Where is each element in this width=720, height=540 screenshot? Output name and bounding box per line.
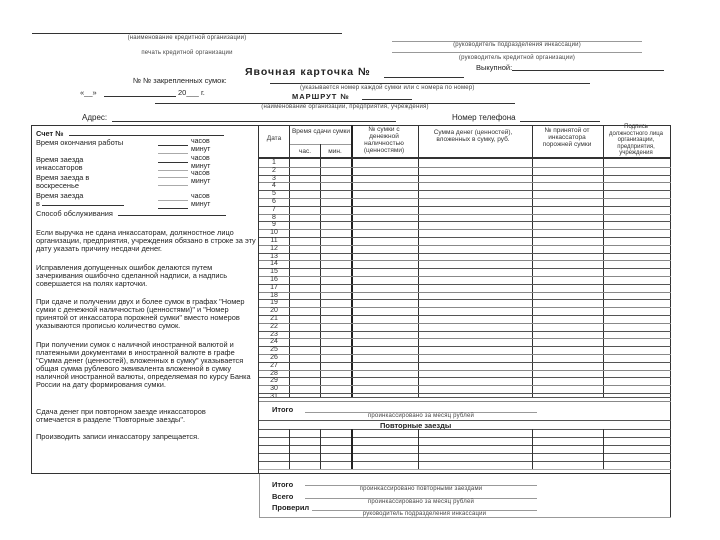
total-caption: проинкассировано за месяц рублей bbox=[367, 413, 475, 419]
day-number: 13 bbox=[270, 252, 278, 260]
day-number: 26 bbox=[270, 354, 278, 361]
repeat-total-caption: проинкассировано повторными заездами bbox=[359, 486, 483, 492]
day-number: 24 bbox=[270, 338, 278, 346]
day-number: 5 bbox=[272, 190, 276, 198]
col-header-signature: Подпись должностного лица организации, предприятия, учреждения bbox=[609, 124, 663, 156]
day-row[interactable] bbox=[259, 354, 671, 355]
work-end-time[interactable] bbox=[158, 138, 210, 154]
day-number: 6 bbox=[272, 198, 276, 205]
phone-line[interactable] bbox=[520, 121, 600, 122]
day-row[interactable] bbox=[259, 276, 671, 277]
day-number: 17 bbox=[270, 283, 278, 291]
day-row[interactable] bbox=[259, 253, 671, 254]
route-line[interactable] bbox=[362, 99, 412, 100]
client-org-caption: (наименование организации, предприятия, учреждения) bbox=[261, 104, 429, 110]
repeat-col-divider bbox=[289, 429, 290, 469]
day-row[interactable] bbox=[259, 206, 671, 207]
day-row[interactable] bbox=[259, 284, 671, 285]
day-number: 20 bbox=[270, 307, 278, 315]
day-row[interactable] bbox=[259, 182, 671, 183]
day-number: 16 bbox=[270, 276, 278, 283]
day-row[interactable] bbox=[259, 385, 671, 386]
route-label: МАРШРУТ № bbox=[292, 92, 350, 101]
day-number: 30 bbox=[270, 385, 278, 393]
note-1: Если выручка не сдана инкассаторам, должностное лицо организации, предприятия, учреждения обязано в строке за эту дату указать причину несдачи денег. bbox=[36, 228, 256, 253]
day-row[interactable] bbox=[259, 299, 671, 300]
col-header-empty-bag: № принятой от инкассатора порожней сумки bbox=[542, 127, 592, 148]
minutes-label: минут bbox=[191, 163, 211, 170]
day-row[interactable] bbox=[259, 331, 671, 332]
col-header-amount: Сумма денег (ценностей), вложенных в сумку, руб. bbox=[433, 129, 513, 143]
bags-line[interactable] bbox=[270, 83, 590, 84]
org-name-line[interactable] bbox=[32, 33, 342, 34]
col-header-bag-number: № сумки с денежной наличностью (ценностями) bbox=[363, 126, 405, 154]
day-row[interactable] bbox=[259, 315, 671, 316]
hours-label: часов bbox=[191, 138, 210, 145]
day-row[interactable] bbox=[259, 338, 671, 339]
header-bottom-rule bbox=[259, 157, 671, 159]
day-row[interactable] bbox=[259, 167, 671, 168]
date-year: 20___ г. bbox=[178, 88, 205, 97]
arrival-in-line[interactable] bbox=[42, 205, 124, 206]
note-4: При получении сумок с наличной иностранной валютой и платежными документами в иностранной валюте в графе "Сумма денег (ценностей), вложенных в сумку" указывается общая сумма рублевого эквивалента вложенной в сумку наличной иностранной валюты, определяемая по курсу Банка России на дату формирования сумки. bbox=[36, 340, 251, 389]
org-stamp-caption: печать кредитной организации bbox=[141, 50, 233, 56]
arrival-in-time[interactable] bbox=[158, 193, 210, 209]
grand-total-label: Всего bbox=[272, 492, 294, 501]
service-method-line[interactable] bbox=[118, 215, 226, 216]
day-row[interactable] bbox=[259, 323, 671, 324]
day-number: 2 bbox=[272, 166, 276, 174]
repeat-section-title: Повторные заезды bbox=[380, 421, 452, 430]
arrival-in-label: Время заезда в bbox=[36, 192, 156, 208]
sunday-arrival-label: Время заезда в воскресенье bbox=[36, 173, 90, 190]
day-number: 11 bbox=[270, 237, 278, 244]
checked-caption: руководитель подразделения инкассации bbox=[362, 511, 487, 517]
day-row[interactable] bbox=[259, 377, 671, 378]
minutes-label: минут bbox=[191, 201, 211, 208]
day-row[interactable] bbox=[259, 362, 671, 363]
note-2: Исправления допущенных ошибок делаются путем зачеркивания ошибочно сделанной надписи, а надпись совершается на полях карточки. bbox=[36, 263, 228, 288]
day-row[interactable] bbox=[259, 370, 671, 371]
footer-right-edge bbox=[670, 474, 671, 517]
checked-label: Проверил bbox=[272, 503, 310, 512]
day-number: 25 bbox=[270, 346, 278, 354]
day-number: 10 bbox=[270, 229, 278, 237]
day-row[interactable] bbox=[259, 198, 671, 199]
head-org-caption: (руководитель кредитной организации) bbox=[458, 55, 576, 61]
day-number: 18 bbox=[270, 291, 278, 299]
day-row[interactable] bbox=[259, 175, 671, 176]
issued-line[interactable] bbox=[512, 70, 664, 71]
repeat-col-divider bbox=[532, 429, 533, 469]
date-month-line[interactable] bbox=[104, 96, 176, 97]
col-header-time: Время сдачи сумки bbox=[291, 128, 351, 135]
left-panel bbox=[31, 125, 259, 474]
day-number: 28 bbox=[270, 369, 278, 377]
note-6: Производить записи инкассатору запрещается. bbox=[36, 432, 200, 441]
minutes-label: минут bbox=[191, 146, 211, 153]
day-number: 27 bbox=[270, 361, 278, 369]
phone-label: Номер телефона bbox=[452, 113, 516, 122]
day-row[interactable] bbox=[259, 245, 671, 246]
day-number: 1 bbox=[272, 159, 276, 166]
service-method-label: Способ обслуживания bbox=[36, 209, 113, 218]
grand-total-caption: проинкассировано за месяц рублей bbox=[367, 499, 475, 505]
bags-caption: (указывается номер каждой сумки или с номера по номер) bbox=[300, 85, 475, 91]
day-row[interactable] bbox=[259, 190, 671, 191]
day-row[interactable] bbox=[259, 229, 671, 230]
card-title: Явочная карточка № bbox=[245, 66, 371, 78]
repeat-title-top bbox=[259, 420, 671, 421]
repeat-total-label: Итого bbox=[272, 480, 294, 489]
day-row[interactable] bbox=[259, 401, 671, 402]
day-number: 12 bbox=[270, 244, 278, 252]
day-number: 31 bbox=[270, 393, 278, 400]
repeat-row-rule bbox=[259, 469, 671, 470]
hours-label: часов bbox=[191, 170, 210, 177]
address-line[interactable] bbox=[112, 121, 396, 122]
issued-label: Выкупной: bbox=[476, 63, 513, 72]
date-day[interactable]: «__» bbox=[80, 88, 97, 97]
collector-arrival-time[interactable] bbox=[158, 155, 210, 171]
time-subheader-divider bbox=[290, 144, 352, 145]
work-end-label: Время окончания работы bbox=[36, 138, 124, 147]
day-number: 19 bbox=[270, 299, 278, 307]
day-row[interactable] bbox=[259, 292, 671, 293]
total-top-rule bbox=[259, 397, 671, 398]
repeat-col-divider bbox=[320, 429, 321, 469]
day-number: 21 bbox=[270, 315, 278, 322]
day-number: 14 bbox=[270, 260, 278, 268]
day-number: 7 bbox=[272, 205, 276, 213]
bags-label: № № закрепленных сумок: bbox=[133, 76, 227, 85]
footer-left-edge bbox=[259, 474, 260, 517]
account-line[interactable] bbox=[69, 135, 224, 136]
day-row[interactable] bbox=[259, 393, 671, 394]
col-header-time-minutes: мин. bbox=[328, 148, 342, 155]
card-number-line[interactable] bbox=[384, 77, 464, 78]
account-row bbox=[36, 130, 251, 138]
note-3: При сдаче и получении двух и более сумок в графах "Номер сумки с денежной наличностью (ценностями)" и "Номер принятой от инкассатора порожней сумки" вместо номеров указываются прописью количество сумок. bbox=[36, 297, 245, 330]
day-number: 15 bbox=[270, 268, 278, 276]
minutes-label: минут bbox=[191, 178, 211, 185]
col-header-date: Дата bbox=[266, 135, 282, 142]
footer-bottom-rule bbox=[259, 517, 671, 518]
day-number: 8 bbox=[272, 213, 276, 221]
day-row[interactable] bbox=[259, 260, 671, 261]
sunday-arrival-time[interactable] bbox=[158, 170, 210, 186]
head-division-caption: (руководитель подразделения инкассации) bbox=[453, 42, 581, 48]
collector-arrival-label: Время заезда инкассаторов bbox=[36, 155, 84, 172]
day-number: 29 bbox=[270, 377, 278, 385]
repeat-col-divider bbox=[603, 429, 604, 469]
repeat-col-divider bbox=[418, 429, 419, 469]
service-method-row bbox=[36, 210, 251, 218]
col-header-time-hours: час. bbox=[298, 148, 312, 155]
day-row[interactable] bbox=[259, 268, 671, 269]
day-row[interactable] bbox=[259, 214, 671, 215]
org-name-caption: (наименование кредитной организации) bbox=[127, 35, 247, 41]
day-number: 9 bbox=[272, 221, 276, 229]
day-row[interactable] bbox=[259, 346, 671, 347]
day-row[interactable] bbox=[259, 237, 671, 238]
day-number: 3 bbox=[272, 174, 276, 182]
address-label: Адрес: bbox=[82, 113, 108, 122]
day-number: 4 bbox=[272, 182, 276, 190]
day-number: 22 bbox=[270, 322, 278, 330]
head-org-line[interactable] bbox=[392, 52, 642, 53]
day-number: 23 bbox=[270, 330, 278, 338]
account-label: Счет № bbox=[36, 129, 64, 138]
total-label: Итого bbox=[272, 405, 294, 414]
note-5: Сдача денег при повторном заезде инкассаторов отмечается в разделе "Повторные заезды". bbox=[36, 407, 206, 424]
hours-label: часов bbox=[191, 193, 210, 200]
day-row[interactable] bbox=[259, 221, 671, 222]
repeat-col-divider bbox=[351, 429, 353, 469]
hours-label: часов bbox=[191, 155, 210, 162]
day-row[interactable] bbox=[259, 307, 671, 308]
